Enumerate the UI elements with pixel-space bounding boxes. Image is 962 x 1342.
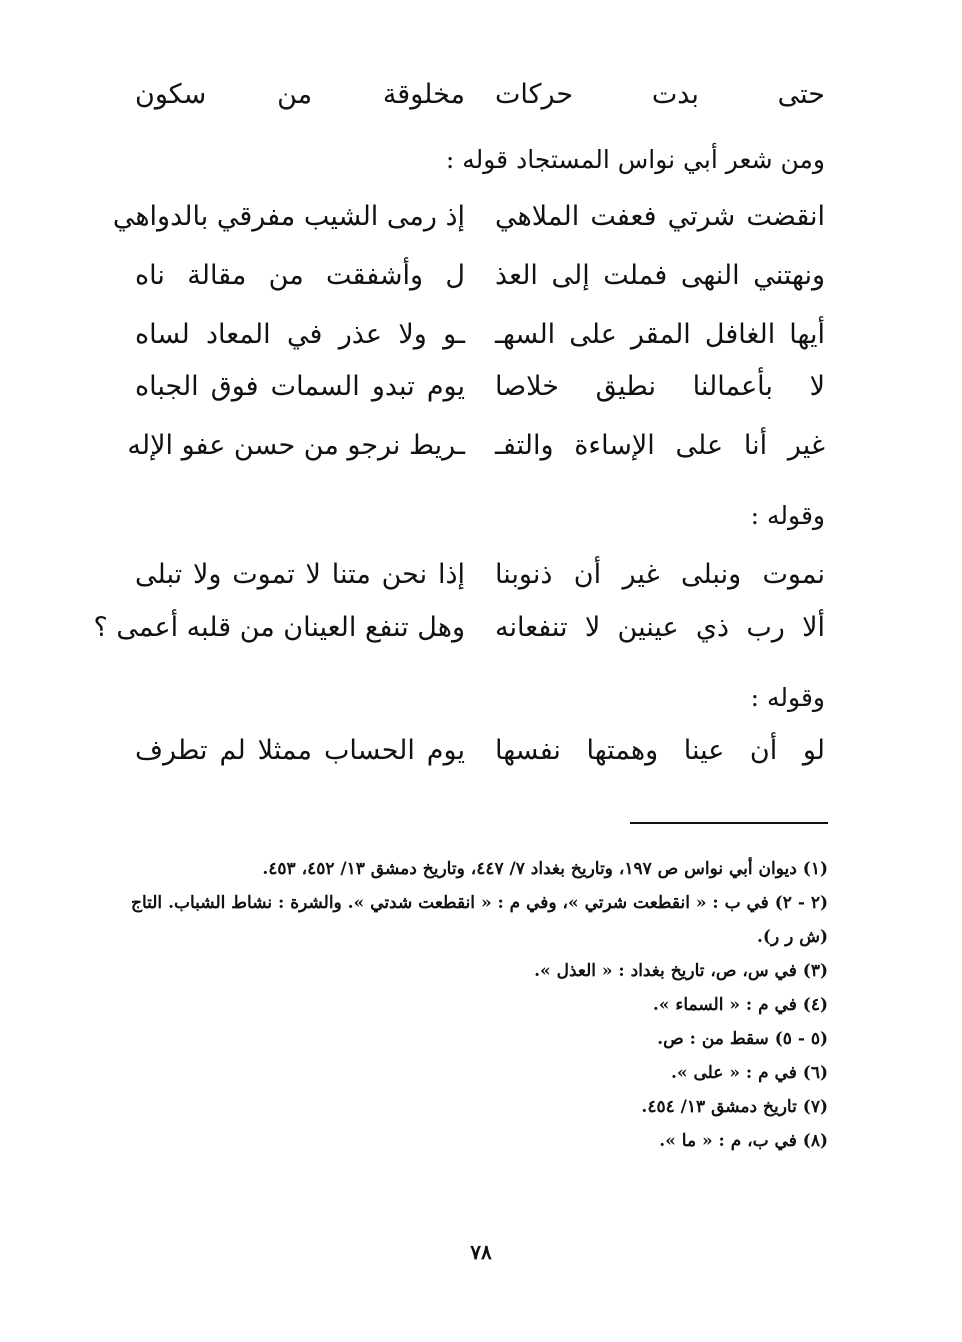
verse-second-hemistich: إذا نحن متنا لا تموت ولا تبلى <box>135 559 465 590</box>
footnote: (٨) في ب، م : « ما ». <box>659 1131 828 1151</box>
verse-first-hemistich: غير أنا على الإساءة والتفـ <box>495 430 825 461</box>
verse-second-hemistich: ـريط نرجو من حسن عفو الإله <box>127 430 465 461</box>
footnotes <box>128 852 828 1158</box>
verse-first-hemistich: أيها الغافل المقر على السهـ <box>495 319 825 350</box>
verse-second-hemistich: مخلوقة من سكون <box>135 79 465 110</box>
verse-first-hemistich: نموت ونبلى غير أن ذنوبنا <box>495 559 825 590</box>
footnote: (٣) في س، ص، تاريخ بغداد : « العذل ». <box>534 961 828 981</box>
verse-second-hemistich: يوم تبدو السمات فوق الجباه <box>135 371 465 402</box>
verse-line <box>135 364 825 410</box>
verse-first-hemistich: ألا رب ذي عينين لا تنفعانه <box>495 612 825 643</box>
verse-first-hemistich: لو أن عينا وهمتها نفسها <box>495 735 825 766</box>
footnote: (١) ديوان أبي نواس ص ١٩٧، وتاريخ بغداد ٧/ ٤٤٧، وتاريخ دمشق ١٣/ ٤٥٢، ٤٥٣. <box>262 859 828 879</box>
verse-second-hemistich: وهل تنفع العينان من قلبه أعمى ؟ <box>93 612 465 643</box>
verse-line <box>135 253 825 299</box>
footnote: (٦) في م : « على ». <box>671 1063 828 1083</box>
verse-line <box>135 552 825 598</box>
qawluhu-heading: وقوله : <box>750 501 825 530</box>
footnote: (٥ - ٥) سقط من : ص. <box>657 1029 828 1049</box>
verse-line <box>135 72 825 118</box>
verse-first-hemistich: حتى بدت حركات <box>495 79 825 110</box>
footnote: (٧) تاريخ دمشق ١٣/ ٤٥٤. <box>641 1097 828 1117</box>
footnote: (٢ - ٢) في ب : « انقطعت شرتي »، وفي م : « انقطعت شدتي ». والشرة : نشاط الشباب. التاج <box>130 893 828 913</box>
qawluhu-heading: وقوله : <box>750 683 825 712</box>
verse-first-hemistich: انقضت شرتي فعفت الملاهي <box>495 201 825 232</box>
verse-first-hemistich: لا بأعمالنا نطيق خلاصا <box>495 371 825 402</box>
verse-first-hemistich: ونهتني النهى فملت إلى العذ <box>495 260 825 291</box>
footnote: (ش ر ر). <box>756 927 828 947</box>
verse-second-hemistich: ل وأشفقت من مقالة ناه <box>135 260 465 291</box>
page-number: ٧٨ <box>470 1240 492 1264</box>
verse-second-hemistich: يوم الحساب ممثلا لم تطرف <box>135 735 465 766</box>
verse-line <box>135 728 825 774</box>
verse-line <box>127 423 825 469</box>
intro-text: ومن شعر أبي نواس المستجاد قوله : <box>445 145 825 174</box>
verse-second-hemistich: ـو ولا عذر في المعاد لساه <box>135 319 465 350</box>
footnote: (٤) في م : « السماء ». <box>652 995 828 1015</box>
verse-line <box>135 312 825 358</box>
footnote-divider <box>630 822 828 824</box>
verse-line <box>93 605 825 651</box>
verse-second-hemistich: إذ رمى الشيب مفرقي بالدواهي <box>112 201 465 232</box>
verse-line <box>112 194 825 240</box>
